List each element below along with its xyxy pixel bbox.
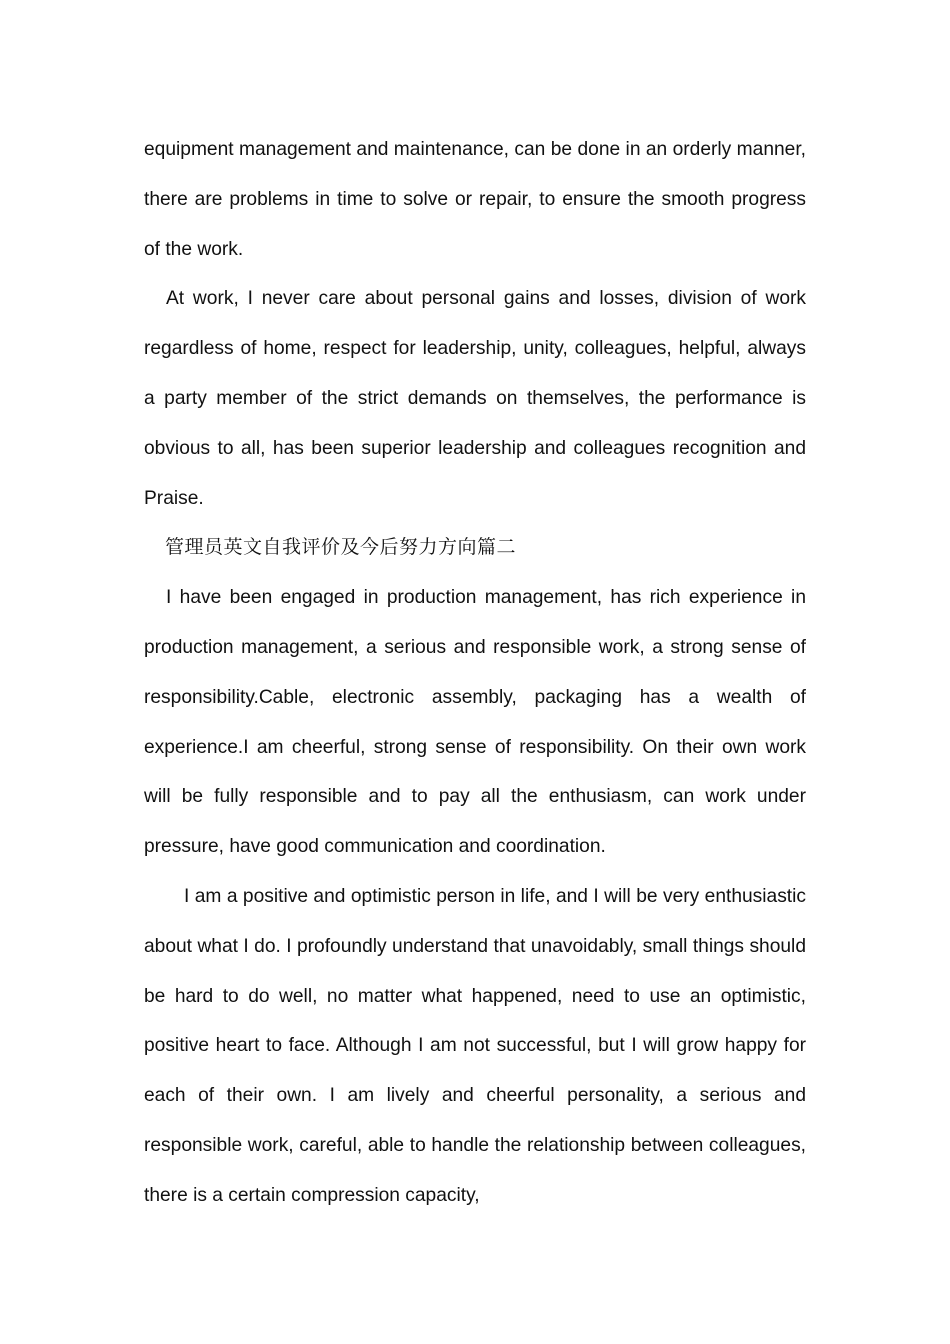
document-body — [144, 125, 806, 1221]
paragraph-production-management: I have been engaged in production management, has rich experience in production management, a serious and responsible work, a strong sense of responsibility.Cable, electronic assembly, packaging has a wealth of experience.I am cheerful, strong sense of responsibility. On their own work will be fully responsible and to pay all the enthusiasm, can work under pressure, have good communication and coordination. — [144, 587, 806, 858]
paragraph-equipment-maintenance: equipment management and maintenance, can be done in an orderly manner, there are problems in time to solve or repair, to ensure the smooth progress of the work. — [144, 139, 806, 260]
paragraph-positive-attitude: I am a positive and optimistic person in life, and I will be very enthusiastic about what I do. I profoundly understand that unavoidably, small things should be hard to do well, no matter what happened, need to use an optimistic, positive heart to face. Although I am not successful, but I will grow happy for each of their own. I am lively and cheerful personality, a serious and responsible work, careful, able to handle the relationship between colleagues, there is a certain compression capacity, — [144, 885, 806, 1206]
paragraph-work-attitude: At work, I never care about personal gains and losses, division of work regardless of home, respect for leadership, unity, colleagues, helpful, always a party member of the strict demands on themselves, the performance is obvious to all, has been superior leadership and colleagues recognition and Praise. — [144, 288, 806, 509]
section-heading: 管理员英文自我评价及今后努力方向篇二 — [165, 536, 517, 559]
